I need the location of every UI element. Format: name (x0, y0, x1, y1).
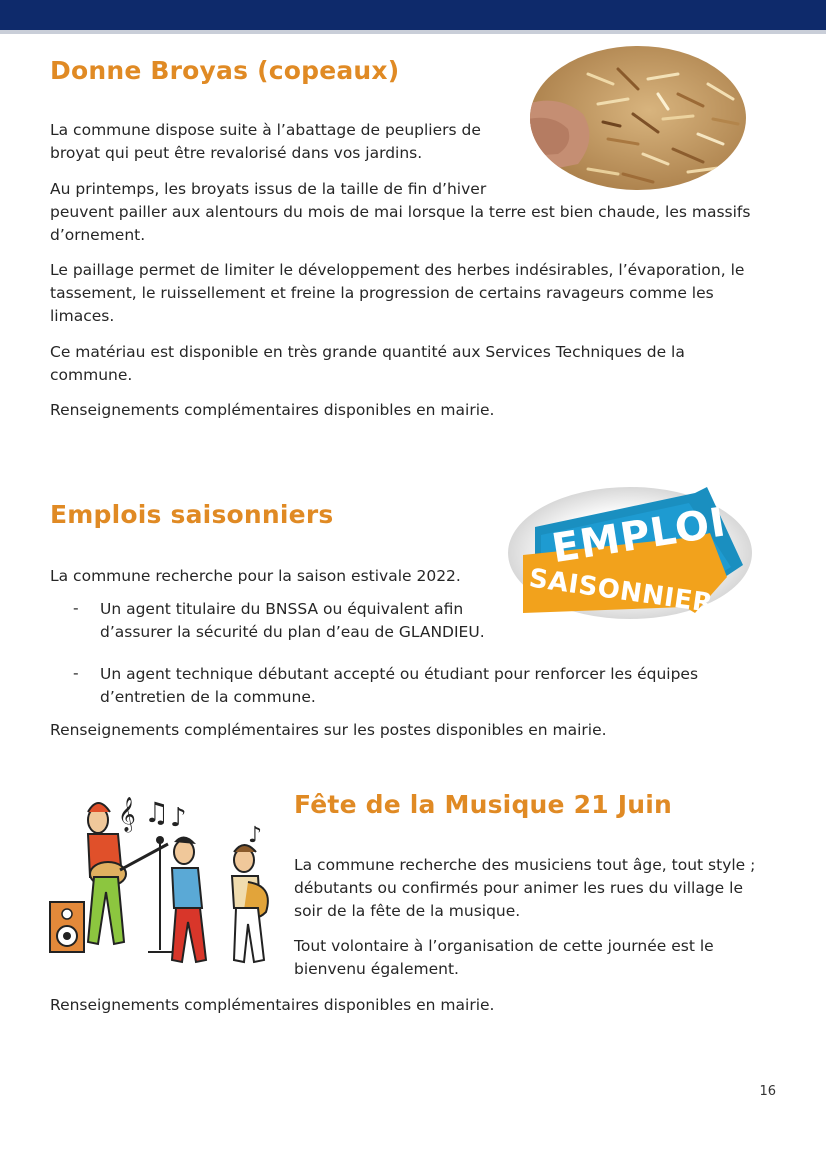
logo-word-emploi: EMPLOI (548, 499, 730, 573)
svg-text:♫: ♫ (144, 796, 170, 829)
broyas-paragraph-4: Ce matériau est disponible en très grande quantité aux Services Techniques de la commune. (50, 343, 685, 384)
broyas-paragraph-3: Le paillage permet de limiter le développement des herbes indésirables, l’évaporation, le tassement, le ruissellement et freine la progression de certains ravageurs comme les limaces. (50, 261, 745, 325)
svg-text:𝄞: 𝄞 (118, 797, 136, 832)
bullet-dash: - (73, 599, 79, 617)
section-title-musique: Fête de la Musique 21 Juin (294, 790, 672, 819)
broyas-paragraph-2b: peuvent pailler aux alentours du mois de mai lorsque la terre est bien chaude, les massifs d’ornement. (50, 203, 751, 244)
section-title-emplois: Emplois saisonniers (50, 500, 334, 529)
emplois-footer: Renseignements complémentaires sur les postes disponibles en mairie. (50, 721, 607, 739)
emploi-saisonnier-logo (505, 485, 755, 625)
emplois-intro: La commune recherche pour la saison estivale 2022. (50, 567, 461, 585)
job-item-1-line-1: Un agent titulaire du BNSSA ou équivalent afin (100, 600, 464, 618)
musique-footer: Renseignements complémentaires disponibles en mairie. (50, 996, 495, 1014)
musicians-illustration (48, 782, 288, 972)
job-item-2-line-1: Un agent technique débutant accepté ou étudiant pour renforcer les équipes (100, 665, 699, 683)
svg-text:♪: ♪ (170, 803, 187, 833)
job-item-2-line-2: d’entretien de la commune. (100, 688, 316, 706)
broyas-paragraph-2a: Au printemps, les broyats issus de la taille de fin d’hiver (50, 180, 487, 198)
broyas-paragraph-5: Renseignements complémentaires disponibles en mairie. (50, 401, 495, 419)
wood-chips-photo (528, 44, 748, 192)
page-number: 16 (759, 1084, 776, 1099)
section-title-broyas: Donne Broyas (copeaux) (50, 56, 400, 85)
musique-paragraph-2: Tout volontaire à l’organisation de cette journée est le bienvenu également. (294, 937, 714, 978)
logo-word-saisonnier: SAISONNIER (527, 563, 715, 620)
musique-paragraph-1: La commune recherche des musiciens tout âge, tout style ; débutants ou confirmés pour animer les rues du village le soir de la fête de la musique. (294, 856, 756, 920)
svg-text:♪: ♪ (248, 823, 263, 848)
bullet-dash: - (73, 664, 79, 682)
header-bar (0, 0, 826, 30)
broyas-paragraph-1: La commune dispose suite à l’abattage de peupliers de broyat qui peut être revalorisé dans vos jardins. (50, 121, 481, 162)
job-item-1-line-2: d’assurer la sécurité du plan d’eau de GLANDIEU. (100, 623, 485, 641)
